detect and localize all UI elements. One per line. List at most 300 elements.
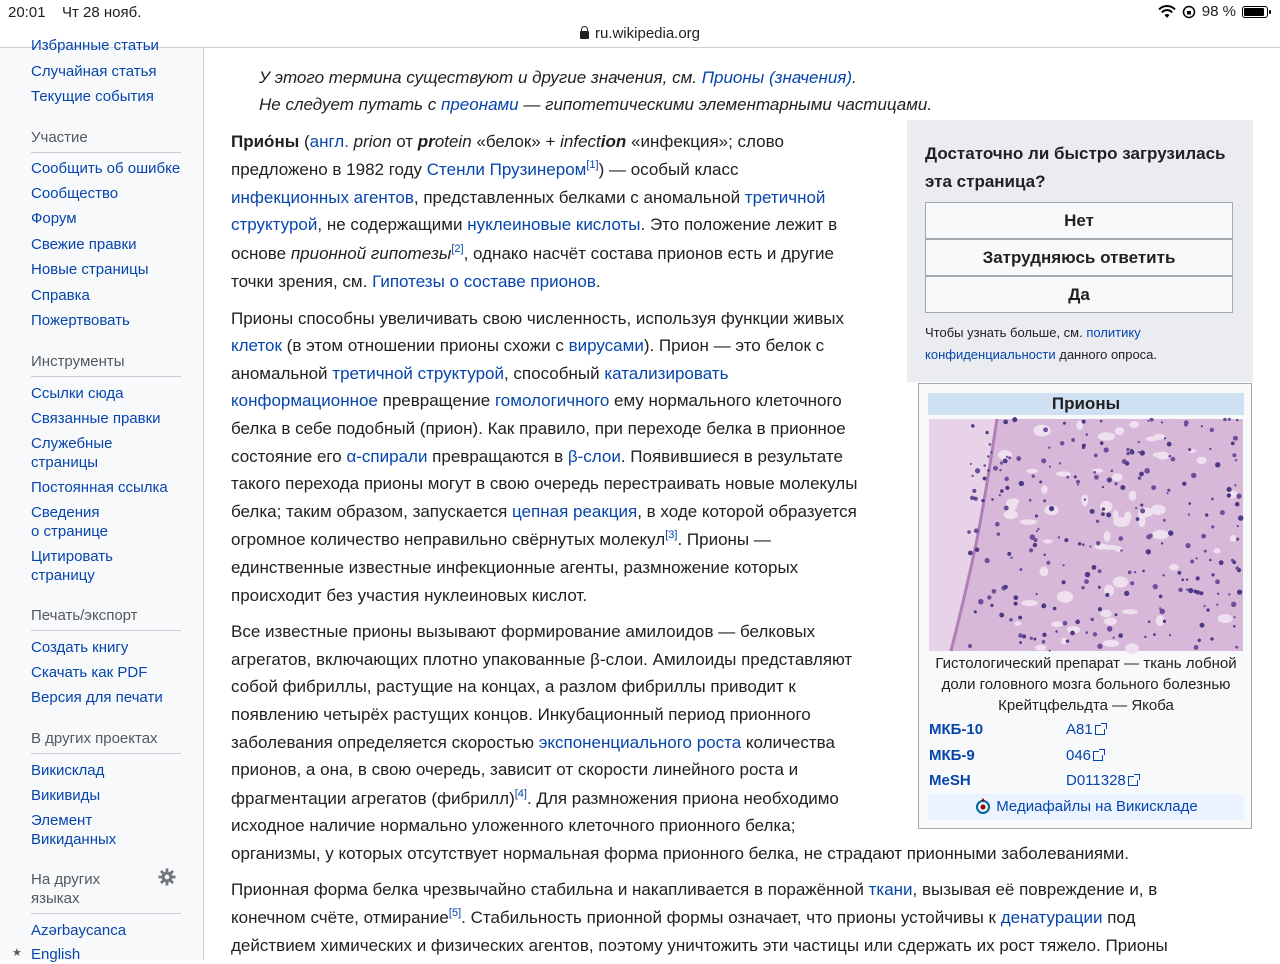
nucleus	[1130, 581, 1134, 585]
sidebar-item-community[interactable]: Сообщество	[31, 185, 119, 202]
nucleus	[1092, 565, 1097, 570]
survey-no-button[interactable]: Нет	[925, 202, 1233, 239]
p3-line-3: собой фибриллы, растущие на концах, а разлом фибриллы приводит к	[231, 677, 796, 696]
nucleus	[1219, 560, 1224, 565]
link-denaturation[interactable]: денатурации	[1000, 908, 1103, 927]
nucleus	[1125, 461, 1130, 466]
nucleus	[1049, 650, 1051, 652]
nucleus	[1181, 578, 1184, 581]
nucleus	[999, 469, 1001, 471]
sidebar-item-cite[interactable]: Цитировать	[31, 548, 113, 565]
url-bar[interactable]	[0, 24, 1280, 48]
nucleus	[1035, 515, 1038, 518]
sidebar-item-printable[interactable]: Версия для печати	[31, 689, 163, 706]
infobox-row-icd10	[929, 719, 1245, 743]
ref-3[interactable]: [3]	[665, 529, 678, 541]
vacuole	[1100, 501, 1112, 512]
p3-line-4: появлению четырёх растущих концов. Инкубационный период прионного	[231, 705, 811, 724]
nucleus	[991, 498, 994, 501]
vacuole	[1021, 600, 1038, 606]
sidebar-item-lang-english[interactable]: English	[31, 946, 81, 963]
nucleus	[1003, 459, 1008, 464]
text: Чтобы узнать больше, см.	[925, 325, 1087, 340]
text: ему нормального клеточного	[609, 391, 842, 410]
nucleus	[1201, 425, 1203, 427]
histology-image[interactable]	[929, 419, 1243, 651]
battery-icon	[1242, 6, 1268, 18]
nucleus	[999, 494, 1001, 496]
survey-note	[925, 322, 1245, 366]
link-cells[interactable]: клеток	[231, 336, 282, 355]
nucleus	[1196, 590, 1200, 594]
sidebar-item-download-pdf[interactable]: Скачать как PDF	[31, 664, 148, 681]
nucleus	[1144, 468, 1150, 474]
vacuole	[1103, 640, 1120, 647]
hatnote-text: .	[852, 68, 857, 87]
nucleus	[1076, 480, 1080, 484]
nucleus	[1167, 489, 1170, 492]
infobox-value[interactable]	[1066, 721, 1105, 738]
sidebar-heading-tools: Инструменты	[31, 353, 181, 377]
star-icon: ★	[12, 947, 22, 959]
p1-line-4	[231, 215, 837, 235]
nucleus	[1100, 420, 1103, 423]
vacuole	[1039, 567, 1048, 577]
nucleus	[1194, 645, 1199, 650]
nucleus	[1161, 542, 1163, 544]
link-nucleic-acids[interactable]: нуклеиновые кислоты	[467, 215, 641, 234]
nucleus	[1098, 607, 1102, 611]
nucleus	[1161, 421, 1163, 423]
survey-unsure-button[interactable]: Затрудняюсь ответить	[925, 239, 1233, 276]
infobox-value[interactable]	[1066, 747, 1103, 764]
sidebar-item-commons[interactable]: Викисклад	[31, 762, 105, 779]
nucleus	[1120, 485, 1125, 490]
infobox-key[interactable]: MeSH	[929, 772, 971, 789]
nucleus	[1215, 579, 1220, 584]
nucleus	[1216, 604, 1218, 606]
nucleus	[1164, 437, 1166, 439]
link-tertiary[interactable]: третичной	[744, 188, 826, 207]
ref-4[interactable]: [4]	[514, 788, 527, 800]
nucleus	[1228, 418, 1231, 421]
nucleus	[1233, 625, 1236, 628]
link-beta-sheet[interactable]: β-слои	[567, 447, 621, 466]
nucleus	[1209, 559, 1212, 562]
sidebar-item-new-pages[interactable]: Новые страницы	[31, 261, 149, 278]
sidebar-heading-print: Печать/экспорт	[31, 607, 181, 631]
p1-line-2	[231, 160, 738, 180]
sidebar-item-featured[interactable]: Избранные статьи	[31, 37, 159, 54]
wifi-icon	[1158, 5, 1176, 19]
p1-line-3	[231, 188, 825, 208]
vacuole	[1026, 469, 1037, 474]
link-structure[interactable]: структурой	[231, 215, 318, 234]
text: Прионная форма белка чрезвычайно стабильна и накапливается в поражённой	[231, 880, 869, 899]
nucleus	[1196, 576, 1200, 580]
nucleus	[1237, 525, 1239, 527]
nucleus	[1168, 530, 1173, 535]
p3-line-2: агрегатов, включающих плотно упакованные β-слои. Амилоиды представляют	[231, 650, 853, 669]
link-tissue[interactable]: ткани	[868, 880, 913, 899]
sidebar-heading-participation: Участие	[31, 129, 181, 153]
nucleus	[1082, 446, 1085, 449]
text: (	[299, 132, 310, 151]
link-privacy-policy[interactable]: политику конфиденциальности	[925, 325, 1141, 362]
nucleus	[1049, 466, 1051, 468]
status-bar	[0, 0, 1280, 24]
text: infect	[560, 132, 601, 151]
text: огромное количество неправильно свёрнутых молекул	[231, 530, 666, 549]
ref-1[interactable]: [1]	[586, 159, 599, 171]
nucleus	[1037, 528, 1039, 530]
nucleus	[1163, 620, 1166, 623]
p2-line-10: единственные известные инфекционные агенты, размножение которых	[231, 558, 799, 577]
vacuole	[1129, 491, 1137, 501]
vacuole	[1004, 510, 1018, 519]
vacuole	[1035, 645, 1046, 651]
nucleus	[1153, 633, 1156, 636]
nucleus	[1098, 569, 1102, 573]
nucleus	[1159, 607, 1161, 609]
p2-line-5: белка в себе подобный (прион). Как правило, при переходе белка в прионное	[231, 419, 846, 438]
nucleus	[1227, 487, 1232, 492]
nucleus	[1205, 513, 1208, 516]
link-viruses[interactable]: вирусами	[568, 336, 644, 355]
nucleus	[1169, 634, 1171, 636]
vacuole	[1104, 618, 1117, 626]
text: , представленных белками с аномальной	[413, 188, 745, 207]
nucleus	[1077, 484, 1079, 486]
nucleus	[967, 530, 971, 534]
nucleus	[1019, 568, 1022, 571]
nucleus	[1199, 591, 1203, 595]
nucleus	[983, 477, 987, 481]
link-tertiary-structure[interactable]: третичной структурой	[332, 364, 504, 383]
nucleus	[1211, 525, 1214, 528]
sidebar-item-current-events[interactable]: Текущие события	[31, 88, 154, 105]
nucleus	[1178, 588, 1182, 592]
nucleus	[973, 497, 976, 500]
p3-line-8: исходное наличие нормально уложенного клеточного прионного белка;	[231, 816, 796, 835]
p4-line-3: действием химических и физических агентов, поэтому уничтожить эти частицы или сдержать их рост тяжело. Прионы	[231, 936, 1168, 955]
nucleus	[1231, 441, 1235, 445]
nucleus	[990, 604, 993, 607]
sidebar-item-related-changes[interactable]: Связанные правки	[31, 410, 161, 427]
text: otein	[434, 132, 472, 151]
text: , в ходе которой образуется	[637, 502, 857, 521]
nucleus	[1167, 492, 1169, 494]
text: фрагментации агрегатов (фибрилл)	[231, 789, 515, 808]
text: ion	[600, 132, 627, 151]
nucleus	[990, 451, 993, 454]
text: ). Прион — это белок с	[643, 336, 825, 355]
nucleus	[1188, 502, 1191, 505]
sidebar-item-special-pages-2[interactable]: страницы	[31, 454, 99, 471]
nucleus	[1096, 520, 1099, 523]
link-alpha-helix[interactable]: α-спирали	[346, 447, 428, 466]
link-conformational[interactable]: конформационное	[231, 391, 378, 410]
nucleus	[1211, 573, 1214, 576]
ref-2[interactable]: [2]	[451, 243, 464, 255]
commons-icon	[974, 797, 992, 815]
nucleus	[1139, 472, 1144, 477]
nucleus	[1041, 603, 1046, 608]
infobox-value[interactable]	[1066, 772, 1138, 789]
vacuole	[1169, 564, 1178, 571]
nucleus	[1236, 419, 1238, 421]
text: A81	[1066, 721, 1093, 738]
text: превращение	[377, 391, 495, 410]
link-catalyze[interactable]: катализировать	[604, 364, 729, 383]
text: предложено в 1982 году	[231, 160, 427, 179]
nucleus	[1215, 462, 1220, 467]
nucleus	[1196, 557, 1198, 559]
nucleus	[1078, 542, 1081, 545]
text: от	[391, 132, 418, 151]
link-prions-disambiguation[interactable]: Прионы (значения)	[701, 68, 853, 87]
nucleus	[1100, 441, 1104, 445]
nucleus	[1206, 608, 1209, 611]
nucleus	[1093, 632, 1097, 636]
text: . Появившиеся в результате	[620, 447, 843, 466]
nucleus	[1232, 560, 1236, 564]
survey-question: Достаточно ли быстро загрузилась эта страница?	[925, 144, 1226, 191]
hatnote-text: У этого термина существуют и другие значения, см.	[259, 68, 702, 87]
nucleus	[1043, 554, 1045, 556]
vacuole	[1102, 545, 1119, 550]
nucleus	[1159, 595, 1163, 599]
text: заболевания определяется скоростью	[231, 733, 539, 752]
external-link-icon	[1093, 751, 1103, 761]
nucleus	[1090, 618, 1094, 622]
link-chain-reaction[interactable]: цепная реакция	[512, 502, 638, 521]
nucleus	[1060, 441, 1064, 445]
nucleus	[1102, 507, 1105, 510]
nucleus	[1231, 602, 1236, 607]
nucleus	[1066, 476, 1069, 479]
link-infectious-agents[interactable]: инфекционных агентов	[231, 188, 414, 207]
vacuole	[1152, 530, 1169, 539]
nucleus	[1148, 620, 1151, 623]
nucleus	[1059, 462, 1061, 464]
nucleus	[1236, 493, 1241, 498]
sidebar-heading-languages-2: языках	[31, 890, 181, 914]
p2-line-9	[231, 530, 771, 550]
link-preons[interactable]: преонами	[441, 95, 519, 114]
sidebar-item-wikidata[interactable]: Элемент	[31, 812, 93, 829]
nucleus	[1033, 638, 1036, 641]
link-homologous[interactable]: гомологичного	[494, 391, 610, 410]
sidebar-item-help[interactable]: Справка	[31, 287, 90, 304]
vacuole	[1113, 576, 1128, 587]
p1-line-6	[231, 272, 601, 292]
vacuole	[1230, 535, 1236, 542]
vacuole	[1043, 539, 1053, 543]
nucleus	[1144, 636, 1146, 638]
vacuole	[1037, 426, 1044, 430]
nucleus	[1035, 593, 1037, 595]
sidebar	[0, 37, 204, 963]
link-exponential-growth[interactable]: экспоненциального роста	[538, 733, 742, 752]
nucleus	[1235, 502, 1240, 507]
p2-line-1: Прионы способны увеличивать свою численность, используя функции живых	[231, 309, 845, 328]
p3-line-9: организмы, у которых отсутствует нормальная форма прионного белка, не страдают прионными заболеваниями.	[231, 844, 1129, 863]
nucleus	[985, 431, 988, 434]
nucleus	[1210, 428, 1214, 432]
link-prusiner[interactable]: Стенли Прузинером	[426, 160, 587, 179]
nucleus	[1014, 602, 1018, 606]
p3-line-6: прионов, а она, в свою очередь, зависит от скорости линейного роста и	[231, 760, 799, 779]
nucleus	[978, 599, 984, 605]
nucleus	[1203, 605, 1205, 607]
nucleus	[1149, 534, 1153, 538]
nucleus	[1217, 592, 1220, 595]
nucleus	[1135, 507, 1137, 509]
nucleus	[1097, 644, 1102, 649]
nucleus	[1004, 506, 1009, 511]
nucleus	[1233, 436, 1238, 441]
p2-line-7: такого перехода прионы могут в свою очередь перестраивать новые молекулы	[231, 474, 858, 493]
nucleus	[1107, 626, 1112, 631]
nucleus	[1120, 549, 1122, 551]
nucleus	[1018, 616, 1022, 620]
sidebar-item-permanent-link[interactable]: Постоянная ссылка	[31, 479, 168, 496]
vacuole	[1122, 609, 1138, 614]
nucleus	[1220, 510, 1225, 515]
sidebar-item-report-error[interactable]: Сообщить об ошибке	[31, 160, 181, 177]
survey-yes-button[interactable]: Да	[925, 276, 1233, 313]
text: (в этом отношении прионы схожи с	[281, 336, 569, 355]
nucleus	[1140, 503, 1143, 506]
sidebar-item-page-info-2[interactable]: о странице	[31, 523, 108, 540]
sidebar-item-special-pages[interactable]: Служебные	[31, 435, 113, 452]
nucleus	[974, 528, 979, 533]
sidebar-item-wikidata-2[interactable]: Викиданных	[31, 831, 117, 848]
sidebar-item-create-book[interactable]: Создать книгу	[31, 639, 129, 656]
nucleus	[1018, 633, 1023, 638]
infobox-row-mesh	[929, 770, 1245, 794]
nucleus	[1106, 513, 1111, 518]
vacuole	[1197, 457, 1207, 464]
nucleus	[1043, 499, 1046, 502]
sidebar-item-recent-changes[interactable]: Свежие правки	[31, 236, 137, 253]
nucleus	[1200, 623, 1205, 628]
nucleus	[987, 595, 991, 599]
text: конечном счёте, отмирание	[231, 908, 449, 927]
hatnote-text: Не следует путать с	[259, 95, 441, 114]
nucleus	[1182, 482, 1186, 486]
sidebar-item-donate[interactable]: Пожертвовать	[31, 312, 130, 329]
link-hypotheses[interactable]: Гипотезы о составе прионов	[372, 272, 596, 291]
nucleus	[1130, 449, 1133, 452]
infobox-key[interactable]: МКБ-9	[929, 747, 975, 764]
nucleus	[1118, 633, 1123, 638]
text: «инфекция»; слово	[626, 132, 784, 151]
nucleus	[1062, 564, 1064, 566]
nucleus	[995, 522, 1000, 527]
vacuole	[1056, 471, 1071, 476]
nucleus	[1007, 552, 1011, 556]
text: аномальной	[231, 364, 333, 383]
commons-link[interactable]	[928, 794, 1244, 820]
nucleus	[997, 532, 1001, 536]
nucleus	[1191, 473, 1196, 478]
nucleus	[1128, 570, 1132, 574]
infobox-key[interactable]: МКБ-10	[929, 721, 984, 738]
nucleus	[1104, 447, 1109, 452]
text: 046	[1066, 747, 1092, 764]
nucleus	[1115, 613, 1118, 616]
nucleus	[1016, 456, 1021, 461]
nucleus	[1177, 571, 1181, 575]
nucleus	[970, 463, 972, 465]
link-english[interactable]: англ.	[309, 132, 349, 151]
nucleus	[1000, 462, 1003, 465]
nucleus	[1005, 486, 1009, 490]
page-speed-survey	[907, 120, 1253, 382]
nucleus	[975, 468, 980, 473]
nucleus	[974, 610, 977, 613]
nucleus	[987, 455, 989, 457]
nucleus	[1140, 450, 1145, 455]
nucleus	[981, 499, 984, 502]
nucleus	[1138, 476, 1142, 480]
nucleus	[1094, 453, 1098, 457]
p4-line-2	[231, 908, 1135, 928]
gear-icon[interactable]	[158, 868, 176, 886]
nucleus	[1188, 448, 1191, 451]
sidebar-item-page-info[interactable]: Сведения	[31, 504, 100, 521]
text: под	[1102, 908, 1136, 927]
nucleus	[971, 475, 973, 477]
nucleus	[1190, 560, 1194, 564]
nucleus	[1082, 543, 1085, 546]
nucleus	[1163, 519, 1166, 522]
text: . Это положение лежит в	[640, 215, 838, 234]
nucleus	[1171, 457, 1176, 462]
p3-line-5	[231, 733, 835, 753]
text: , вызывая её повреждение и, в	[912, 880, 1158, 899]
ref-5[interactable]: [5]	[448, 907, 462, 919]
nucleus	[1030, 534, 1036, 540]
sidebar-item-forum[interactable]: Форум	[31, 210, 77, 227]
nucleus	[1185, 543, 1190, 548]
text: превращаются в	[427, 447, 568, 466]
sidebar-item-cite-2[interactable]: страницу	[31, 567, 95, 584]
nucleus	[1236, 538, 1239, 541]
nucleus	[1004, 477, 1008, 481]
sidebar-item-random[interactable]: Случайная статья	[31, 63, 157, 80]
sidebar-item-wikispecies[interactable]: Викивиды	[31, 787, 101, 804]
sidebar-item-lang-azerbaijani[interactable]: Azərbaycanca	[31, 922, 127, 939]
nucleus	[1235, 566, 1239, 570]
nucleus	[1138, 441, 1140, 443]
vacuole	[1020, 519, 1037, 525]
sidebar-item-what-links-here[interactable]: Ссылки сюда	[31, 385, 124, 402]
p3-line-1: Все известные прионы вызывают формирование амилоидов — белковых	[231, 622, 816, 641]
nucleus	[1082, 420, 1086, 424]
text: .	[595, 272, 601, 291]
nucleus	[1238, 515, 1243, 520]
nucleus	[1019, 481, 1024, 486]
p2-line-4	[231, 391, 842, 411]
nucleus	[1102, 486, 1104, 488]
nucleus	[1085, 572, 1090, 577]
nucleus	[1201, 534, 1206, 539]
nucleus	[1042, 633, 1046, 637]
nucleus	[1124, 591, 1129, 596]
